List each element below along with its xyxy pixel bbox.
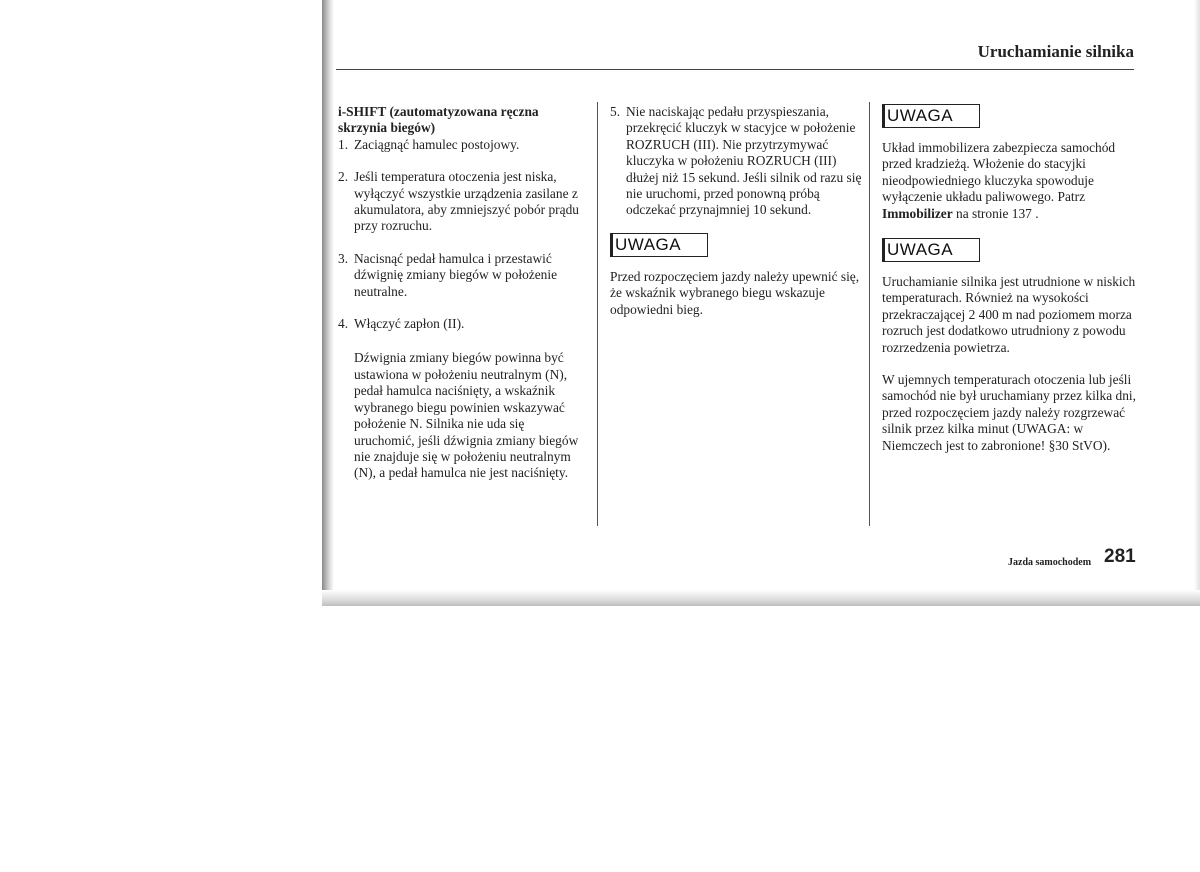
item-number: 4. [338,316,349,332]
list-item [338,251,588,300]
list-item [338,137,588,153]
item-text: Jeśli temperatura otoczenia jest niska, wyłączyć wszystkie urządzenia zasilane z akumulatora, aby zmniejszyć pobór prądu przy rozruchu. [354,169,579,234]
item-text: Zaciągnąć hamulec postojowy. [354,136,520,152]
binding-shadow [322,0,334,606]
page-right-edge [1194,0,1200,606]
item-number: 3. [338,250,349,266]
list-item [338,169,588,235]
column-divider [869,102,870,526]
column-2 [610,104,862,318]
page-bottom-shade [322,590,1200,606]
warning-text: W ujemnych temperaturach otoczenia lub jeśli samochód nie był uruchamiany przez kilka dni, przed rozpoczęciem jazdy należy rozgrzewać silnik przez kilka minut (UWAGA: w Niemczech jest to zabronione! §30 StVO). [882,372,1136,453]
warning-label: UWAGA [882,238,980,262]
page-number: 281 [1104,546,1136,567]
item-text: Włączyć zapłon (II). [354,316,465,332]
list-item [610,104,862,219]
footer-section-title: Jazda samochodem [1008,557,1092,568]
column-3 [882,104,1140,454]
warning-text: Przed rozpoczęciem jazdy należy upewnić się, że wskaźnik wybranego biegu wskazuje odpowiedni bieg. [610,268,860,317]
item-number: 1. [338,136,349,152]
item-number: 5. [610,104,621,119]
column-divider [597,102,598,526]
item-text: Nacisnąć pedał hamulca i przestawić dźwignię zmiany biegów w położenie neutralne. [354,250,558,299]
warning-label: UWAGA [610,233,708,257]
header-rule [336,69,1134,70]
body-paragraph: Dźwignia zmiany biegów powinna być ustawiona w położeniu neutralnym (N), pedał hamulca naciśnięty, a wskaźnik wybranego biegu powinien wskazywać położenie N. Silnika nie uda się uruchomić, jeśli dźwignia zmiany biegów nie znajduje się w położeniu neutralnym (N), a pedał hamulca nie jest naciśnięty. [354,350,579,481]
cross-reference-page: na stronie 137 . [956,205,1039,221]
warning-text: Uruchamianie silnika jest utrudnione w niskich temperaturach. Również na wysokości przekraczającej 2 400 m nad poziomem morza rozruch jest dodatkowo utrudniony z powodu rozrzedzenia powietrza. [882,274,1136,355]
item-number: 2. [338,169,349,185]
warning-text [882,140,1140,222]
page-title: Uruchamianie silnika [977,42,1134,61]
item-text: Nie naciskając pedału przyspieszania, przekręcić kluczyk w stacyjce w położenie ROZRUCH (III). Nie przytrzymywać kluczyka w położeniu ROZRUCH (III) dłużej niż 15 sekund. Jeśli silnik od razu się nie uruchomi, przed ponowną próbą odczekać przynajmniej 10 sekund. [626,104,862,218]
section-heading: i-SHIFT (zautomatyzowana ręczna skrzynia biegów) [338,104,539,136]
warning-label: UWAGA [882,104,980,128]
list-item [338,316,588,332]
warning-text-body: Układ immobilizera zabezpiecza samochód przed kradzieżą. Włożenie do stacyjki nieodpowiedniego kluczyka spowoduje wyłączenie układu paliwowego. Patrz [882,140,1116,205]
manual-page [322,0,1200,606]
column-1 [338,104,588,482]
cross-reference: Immobilizer [882,205,953,221]
